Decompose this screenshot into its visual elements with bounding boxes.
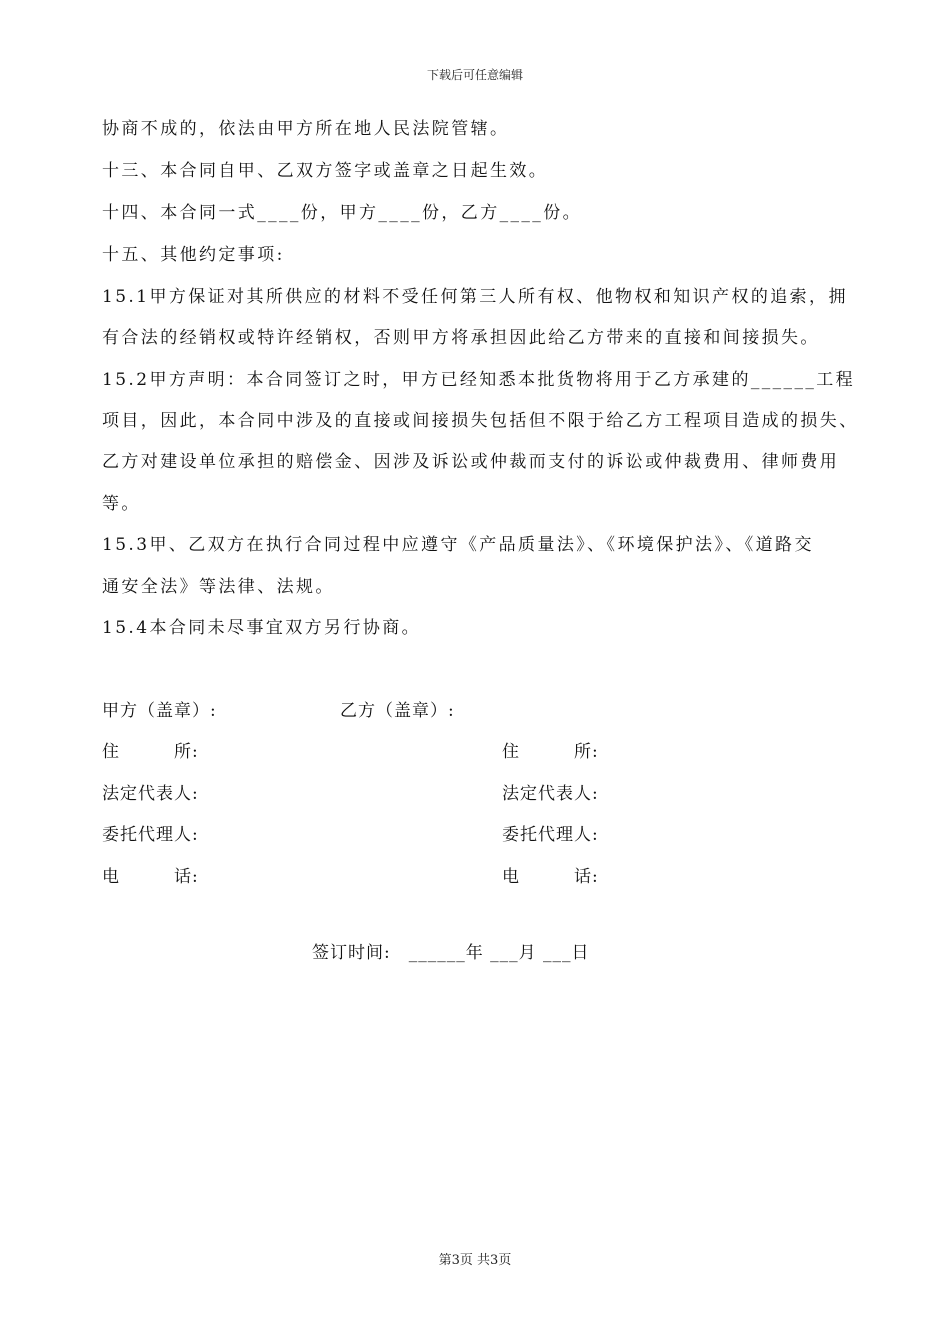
clause-15-2-line3: 乙方对建设单位承担的赔偿金、因涉及诉讼或仲裁而支付的诉讼或仲裁费用、律师费用 xyxy=(102,452,840,472)
party-a-address-label: 住 所: xyxy=(102,742,199,762)
clause-15-3-line1: 15.3甲、乙双方在执行合同过程中应遵守《产品质量法》、《环境保护法》、《道路交 xyxy=(102,535,814,555)
clause-15-1-line2: 有合法的经销权或特许经销权，否则甲方将承担因此给乙方带来的直接和间接损失。 xyxy=(102,328,820,348)
party-b-seal-label: 乙方（盖章）: xyxy=(340,701,455,721)
clause-15-4: 15.4本合同未尽事宜双方另行协商。 xyxy=(102,618,422,638)
party-a-legal-rep-label: 法定代表人: xyxy=(102,784,199,804)
signing-date: 签订时间: ______年 ___月 ___日 xyxy=(312,943,590,963)
clause-15-2-line1: 15.2甲方声明：本合同签订之时，甲方已经知悉本批货物将用于乙方承建的______工程 xyxy=(102,370,856,390)
party-b-phone-label: 电 话: xyxy=(502,867,599,887)
party-a-phone-label: 电 话: xyxy=(102,867,199,887)
page-header: 下载后可任意编辑 xyxy=(426,68,523,82)
clause-15-2-line4: 等。 xyxy=(102,494,141,514)
clause-15-3-line2: 通安全法》等法律、法规。 xyxy=(102,577,335,597)
party-a-seal-label: 甲方（盖章）: xyxy=(102,701,217,721)
clause-15-heading: 十五、其他约定事项: xyxy=(102,245,285,265)
paragraph-line: 协商不成的，依法由甲方所在地人民法院管辖。 xyxy=(102,119,510,139)
clause-14: 十四、本合同一式____份，甲方____份，乙方____份。 xyxy=(102,203,582,223)
clause-13: 十三、本合同自甲、乙双方签字或盖章之日起生效。 xyxy=(102,161,549,181)
clause-15-2-line2: 项目，因此，本合同中涉及的直接或间接损失包括但不限于给乙方工程项目造成的损失、 xyxy=(102,411,859,431)
party-a-agent-label: 委托代理人: xyxy=(102,825,199,845)
clause-15-1-line1: 15.1甲方保证对其所供应的材料不受任何第三人所有权、他物权和知识产权的追索，拥 xyxy=(102,287,848,307)
party-b-agent-label: 委托代理人: xyxy=(502,825,599,845)
page-footer: 第3页 共3页 xyxy=(438,1253,512,1268)
party-b-legal-rep-label: 法定代表人: xyxy=(502,784,599,804)
party-b-address-label: 住 所: xyxy=(502,742,599,762)
